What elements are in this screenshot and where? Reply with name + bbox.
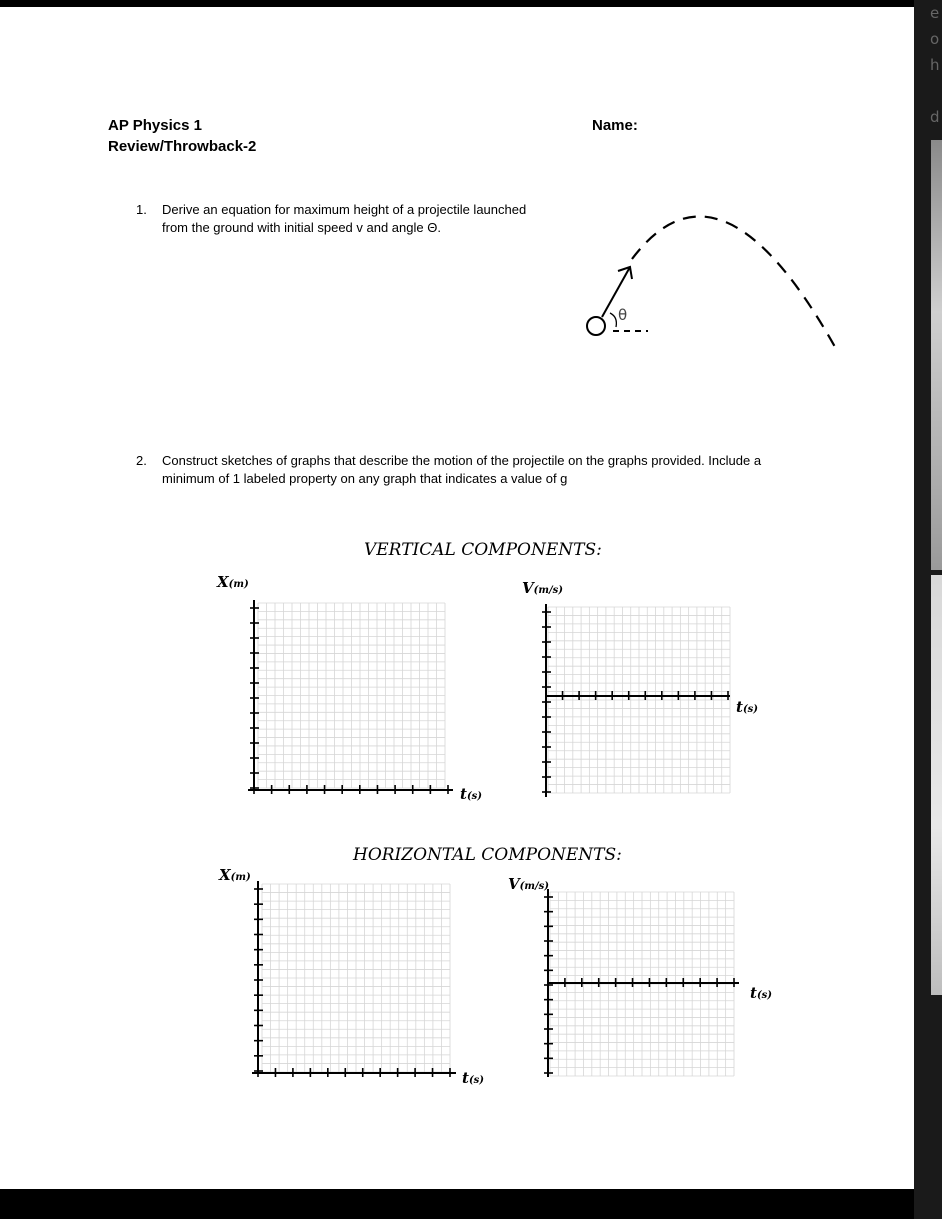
- horizontal-components-title: HORIZONTAL COMPONENTS:: [353, 845, 622, 865]
- worksheet-page: [0, 7, 914, 1189]
- question-number: 2.: [136, 453, 147, 468]
- vertical-velocity-graph: [540, 604, 740, 804]
- y-axis-label: X(m): [217, 573, 249, 591]
- assignment-title: Review/Throwback-2: [108, 138, 257, 155]
- x-axis-label: t(s): [736, 698, 759, 716]
- angle-arc: [610, 313, 616, 327]
- x-axis-label: t(s): [462, 1069, 485, 1087]
- x-axis-label: t(s): [460, 785, 483, 803]
- y-axis-label: V(m/s): [522, 579, 563, 597]
- question-text: Derive an equation for maximum height of a projectile launched from the ground with initial speed v and angle Θ.: [162, 202, 527, 235]
- name-label: Name:: [592, 117, 638, 134]
- projectile-ball: [587, 317, 605, 335]
- side-thumbnail: [931, 140, 942, 570]
- y-axis-label: V(m/s): [508, 875, 549, 893]
- x-axis-label: t(s): [750, 984, 773, 1002]
- horizontal-velocity-graph: [542, 889, 744, 1079]
- angle-label: θ: [618, 306, 628, 324]
- vertical-position-graph: [248, 600, 458, 800]
- y-axis-label: X(m): [219, 866, 251, 884]
- trajectory-path: [632, 216, 835, 347]
- side-thumbnail: [931, 575, 942, 995]
- course-title: AP Physics 1: [108, 117, 202, 134]
- side-panel-text: e o h d: [930, 4, 940, 126]
- vertical-components-title: VERTICAL COMPONENTS:: [364, 540, 602, 560]
- question-text: Construct sketches of graphs that describe the motion of the projectile on the graphs provided. Include a minimum of 1 labeled property on any graph that indicates a value of g: [162, 453, 762, 486]
- horizontal-position-graph: [252, 881, 462, 1081]
- question-number: 1.: [136, 202, 147, 217]
- projectile-diagram: [580, 167, 850, 357]
